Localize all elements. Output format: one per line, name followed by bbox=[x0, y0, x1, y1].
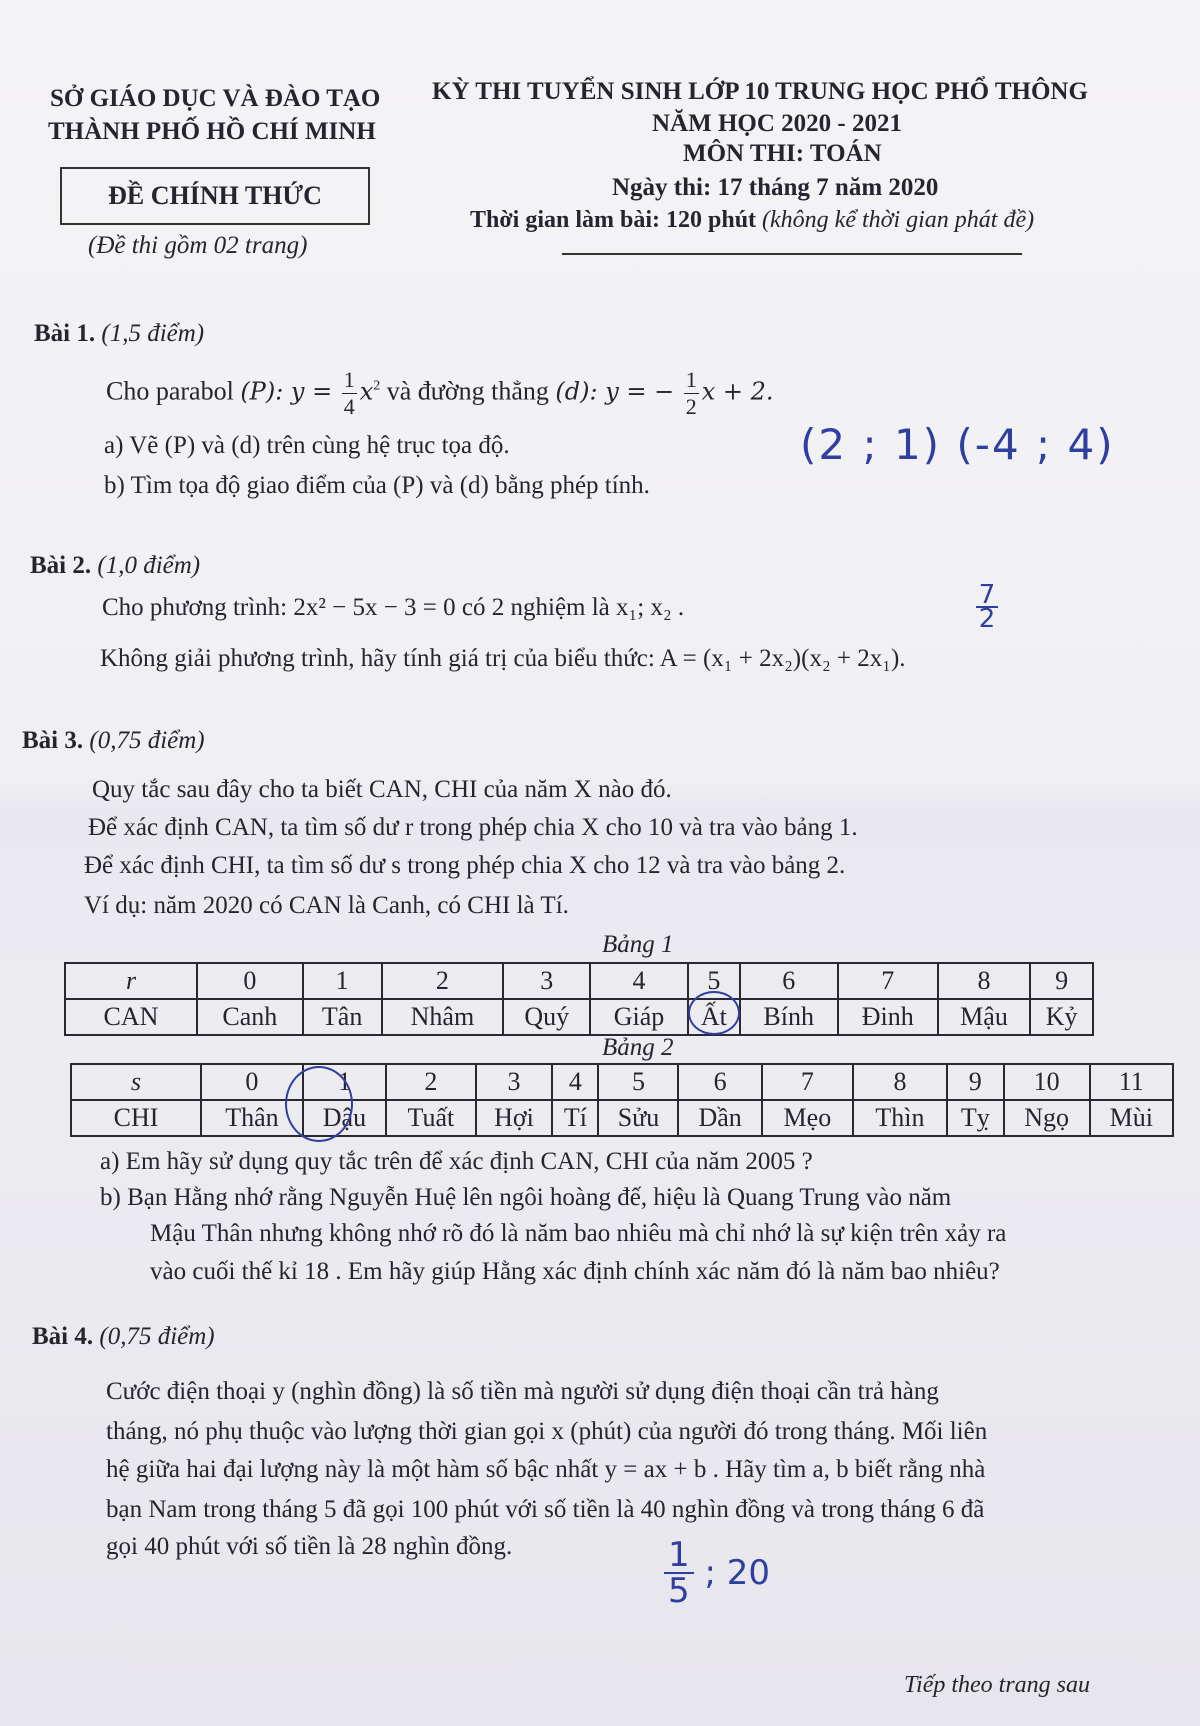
exam-subject: MÔN THI: TOÁN bbox=[683, 140, 882, 167]
bai1-points: (1,5 điểm) bbox=[101, 320, 205, 347]
table2-head: s bbox=[71, 1064, 201, 1100]
table2-col-9: 9 bbox=[947, 1064, 1004, 1100]
bai1-heading bbox=[34, 320, 204, 348]
table2-col-5: 5 bbox=[598, 1064, 678, 1100]
table2-val-1: Dậu bbox=[303, 1100, 386, 1136]
table1-col-9: 9 bbox=[1030, 963, 1093, 999]
bai4-title: Bài 4. bbox=[32, 1323, 94, 1350]
table2-label: CHI bbox=[71, 1100, 201, 1136]
bai1-a: a) Vẽ (P) và (d) trên cùng hệ trục tọa độ. bbox=[104, 432, 510, 459]
bai1-y-eq: : y = bbox=[275, 377, 333, 406]
table2-col-1: 1 bbox=[303, 1064, 386, 1100]
table2-col-2: 2 bbox=[386, 1064, 476, 1100]
table-can bbox=[64, 962, 1094, 1036]
table2-row-s bbox=[71, 1064, 1173, 1100]
bai2-points: (1,0 điểm) bbox=[97, 552, 201, 579]
table1-head: r bbox=[65, 963, 197, 999]
bai1-frac2-num: 1 bbox=[685, 367, 697, 392]
bai4-line2: tháng, nó phụ thuộc vào lượng thời gian gọi x (phút) của người đó trong tháng. Mối liên bbox=[106, 1418, 988, 1445]
table2-val-8: Thìn bbox=[853, 1100, 947, 1136]
bai1-intro: Cho parabol bbox=[106, 376, 234, 406]
table2-val-3: Hợi bbox=[476, 1100, 553, 1136]
table2-col-6: 6 bbox=[678, 1064, 761, 1100]
bai4-hw-rest: ; 20 bbox=[704, 1553, 770, 1593]
table2-val-0: Thân bbox=[201, 1100, 303, 1136]
bai4-hw-den: 5 bbox=[668, 1571, 690, 1611]
table2-val-4: Tí bbox=[552, 1100, 598, 1136]
table2-val-6: Dần bbox=[678, 1100, 761, 1136]
dept-line-2: THÀNH PHỐ HỒ CHÍ MINH bbox=[48, 118, 376, 145]
exam-time-label: Thời gian làm bài: 120 phút bbox=[470, 207, 757, 233]
bai1-y-eq2: : y = − bbox=[589, 377, 675, 406]
pages-note: (Đề thi gồm 02 trang) bbox=[88, 232, 308, 259]
bai4-line5: gọi 40 phút với số tiền là 28 nghìn đồng. bbox=[106, 1533, 513, 1560]
bai4-points: (0,75 điểm) bbox=[99, 1323, 215, 1350]
table2-col-3: 3 bbox=[476, 1064, 553, 1100]
bai1-x: x bbox=[359, 377, 374, 406]
circle-at-mark bbox=[688, 991, 740, 1035]
exam-time bbox=[470, 207, 1034, 234]
header-rule bbox=[562, 253, 1022, 255]
table2-col-0: 0 bbox=[201, 1064, 303, 1100]
bai1-frac2-den: 2 bbox=[685, 394, 697, 419]
bai2-line1: Cho phương trình: 2x² − 5x − 3 = 0 có 2 nghiệm là x₁; x₂ . bbox=[102, 594, 685, 621]
table1-val-9: Kỷ bbox=[1030, 999, 1093, 1035]
bai3-b1: b) Bạn Hằng nhớ rằng Nguyễn Huệ lên ngôi hoàng đế, hiệu là Quang Trung vào năm bbox=[100, 1184, 952, 1211]
bai4-heading bbox=[32, 1323, 215, 1351]
bai4-line4: bạn Nam trong tháng 5 đã gọi 100 phút với số tiền là 40 nghìn đồng và trong tháng 6 đã bbox=[106, 1496, 985, 1523]
bai4-handwriting bbox=[664, 1535, 770, 1611]
table1-col-1: 1 bbox=[303, 963, 382, 999]
table-chi bbox=[70, 1063, 1174, 1137]
bai2-hw-den: 2 bbox=[978, 604, 996, 634]
table1-val-4: Giáp bbox=[590, 999, 688, 1035]
bai1-frac-num: 1 bbox=[343, 367, 355, 392]
table1-val-1: Tân bbox=[303, 999, 382, 1035]
bai1-title: Bài 1. bbox=[34, 320, 96, 347]
bai1-fraction-1-4 bbox=[342, 367, 357, 420]
bai3-line3: Để xác định CHI, ta tìm số dư s trong phép chia X cho 12 và tra vào bảng 2. bbox=[84, 852, 846, 879]
bai3-b2: Mậu Thân nhưng không nhớ rõ đó là năm bao nhiêu mà chỉ nhớ là sự kiện trên xảy ra bbox=[150, 1220, 1007, 1247]
bai3-a: a) Em hãy sử dụng quy tắc trên để xác định CAN, CHI của năm 2005 ? bbox=[100, 1148, 813, 1175]
table1-val-3: Quý bbox=[503, 999, 590, 1035]
table2-val-5: Sửu bbox=[598, 1100, 678, 1136]
table2-val-2: Tuất bbox=[386, 1100, 476, 1136]
table2-val-11: Mùi bbox=[1090, 1100, 1173, 1136]
table2-val-7: Mẹo bbox=[762, 1100, 853, 1136]
table2-col-8: 8 bbox=[853, 1064, 947, 1100]
table1-label: CAN bbox=[65, 999, 197, 1035]
bai2-title: Bài 2. bbox=[30, 552, 92, 579]
table1-col-4: 4 bbox=[590, 963, 688, 999]
table1-val-2: Nhâm bbox=[382, 999, 504, 1035]
footer-next-page: Tiếp theo trang sau bbox=[904, 1672, 1091, 1698]
bai3-points: (0,75 điểm) bbox=[89, 727, 205, 754]
table2-val-10: Ngọ bbox=[1004, 1100, 1090, 1136]
bai4-hw-num: 1 bbox=[664, 1538, 694, 1574]
bai2-heading bbox=[30, 552, 200, 580]
table1-val-6: Bính bbox=[740, 999, 838, 1035]
table1-col-5: 5 bbox=[688, 963, 740, 999]
official-label: ĐỀ CHÍNH THỨC bbox=[60, 167, 370, 225]
bai3-title: Bài 3. bbox=[22, 727, 84, 754]
bai1-fraction-1-2 bbox=[684, 367, 699, 420]
table1-val-0: Canh bbox=[197, 999, 303, 1035]
table2-col-7: 7 bbox=[762, 1064, 853, 1100]
bai3-line4: Ví dụ: năm 2020 có CAN là Canh, có CHI là Tí. bbox=[84, 892, 569, 919]
table1-row-r bbox=[65, 963, 1093, 999]
exam-time-note: (không kể thời gian phát đề) bbox=[762, 207, 1035, 233]
table1-val-5: Ất bbox=[688, 999, 740, 1035]
bai4-hw-fraction bbox=[664, 1535, 694, 1611]
bai1-rest: x + 2. bbox=[701, 377, 774, 406]
circle-dau-mark bbox=[285, 1066, 353, 1142]
table1-title: Bảng 1 bbox=[602, 931, 674, 958]
bai3-heading bbox=[22, 727, 205, 755]
bai1-handwriting: (2 ; 1) (-4 ; 4) bbox=[800, 420, 1115, 469]
bai3-b3: vào cuối thế kỉ 18 . Em hãy giúp Hằng xác định chính xác năm đó là năm bao nhiêu? bbox=[150, 1258, 1000, 1285]
table1-val-7: Đinh bbox=[838, 999, 938, 1035]
exam-date: Ngày thi: 17 tháng 7 năm 2020 bbox=[612, 174, 939, 201]
bai1-b: b) Tìm tọa độ giao điểm của (P) và (d) bằng phép tính. bbox=[104, 472, 650, 499]
table2-val-9: Tỵ bbox=[947, 1100, 1004, 1136]
exam-title: KỲ THI TUYỂN SINH LỚP 10 TRUNG HỌC PHỔ THÔNG bbox=[432, 78, 1088, 105]
bai3-line1: Quy tắc sau đây cho ta biết CAN, CHI của năm X nào đó. bbox=[92, 776, 672, 803]
bai1-frac-den: 4 bbox=[343, 394, 355, 419]
bai1-P: (P) bbox=[240, 377, 276, 406]
table1-col-7: 7 bbox=[838, 963, 938, 999]
bai1-and: và đường thẳng bbox=[386, 376, 549, 406]
table1-val-8: Mậu bbox=[938, 999, 1030, 1035]
table2-col-11: 11 bbox=[1090, 1064, 1173, 1100]
table1-col-6: 6 bbox=[740, 963, 838, 999]
bai1-parabol-line bbox=[106, 367, 774, 420]
table1-col-0: 0 bbox=[197, 963, 303, 999]
table1-col-3: 3 bbox=[503, 963, 590, 999]
bai2-hw-num: 7 bbox=[978, 580, 996, 610]
table2-row-chi bbox=[71, 1100, 1173, 1136]
bai4-line3: hệ giữa hai đại lượng này là một hàm số bậc nhất y = ax + b . Hãy tìm a, b biết rằng nhà bbox=[106, 1456, 986, 1483]
bai4-line1: Cước điện thoại y (nghìn đồng) là số tiền mà người sử dụng điện thoại cần trả hàng bbox=[106, 1378, 939, 1405]
bai1-sq: 2 bbox=[373, 378, 381, 394]
table1-col-2: 2 bbox=[382, 963, 504, 999]
dept-line-1: SỞ GIÁO DỤC VÀ ĐÀO TẠO bbox=[50, 85, 381, 112]
table2-col-4: 4 bbox=[552, 1064, 598, 1100]
table2-title: Bảng 2 bbox=[602, 1034, 674, 1061]
table1-row-can bbox=[65, 999, 1093, 1035]
table1-col-8: 8 bbox=[938, 963, 1030, 999]
bai2-line2: Không giải phương trình, hãy tính giá trị của biểu thức: A = (x₁ + 2x₂)(x₂ + 2x₁). bbox=[100, 645, 906, 672]
bai3-line2: Để xác định CAN, ta tìm số dư r trong phép chia X cho 10 và tra vào bảng 1. bbox=[88, 814, 858, 841]
school-year: NĂM HỌC 2020 - 2021 bbox=[652, 110, 902, 137]
table2-col-10: 10 bbox=[1004, 1064, 1090, 1100]
bai2-handwriting-fraction bbox=[976, 580, 998, 634]
bai1-d: (d) bbox=[555, 377, 590, 406]
